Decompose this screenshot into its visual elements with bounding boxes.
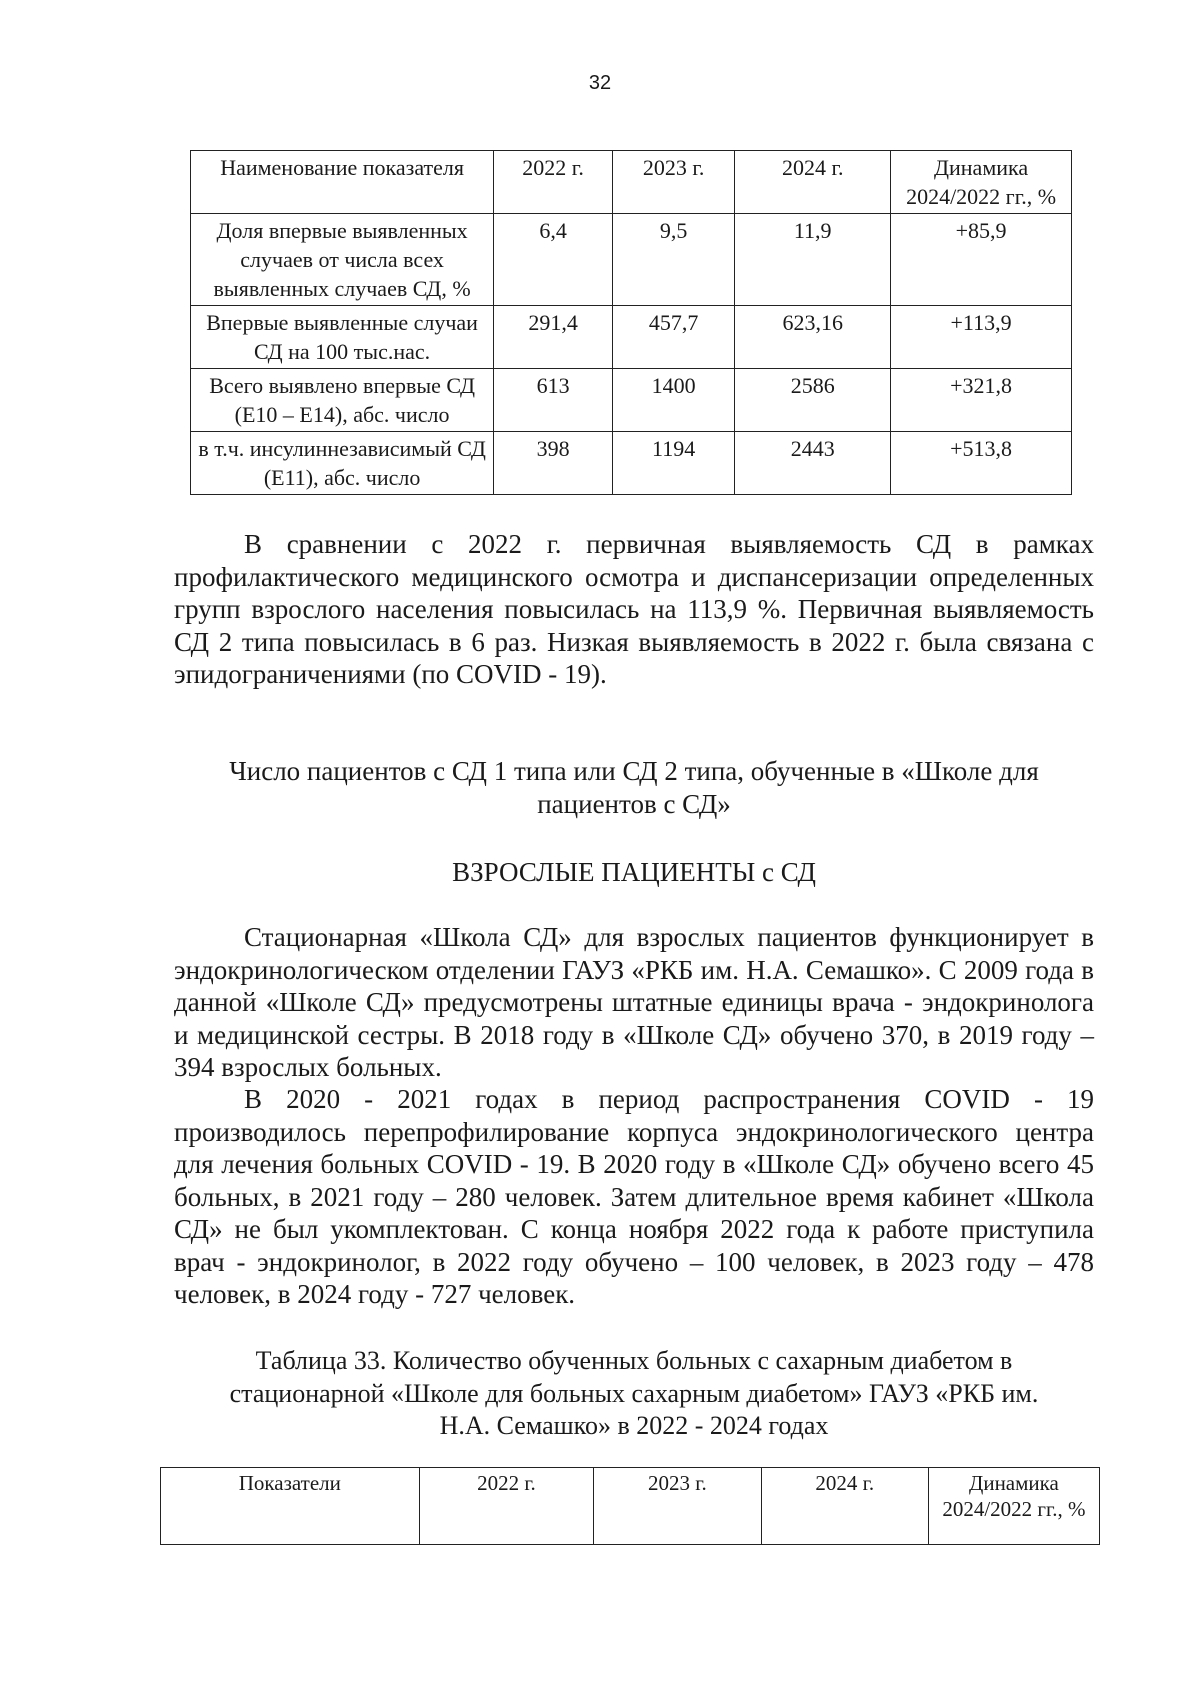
table-row <box>191 306 1072 369</box>
cell-2022: 398 <box>494 432 613 495</box>
cell-2023: 1400 <box>612 369 734 432</box>
header-2022: 2022 г. <box>494 151 613 214</box>
header-2024: 2024 г. <box>761 1468 928 1545</box>
paragraph-text: В 2020 - 2021 годах в период распространения COVID - 19 производилось перепрофилирование корпуса эндокринологического центра для лечения больных COVID - 19. В 2020 году в «Школе СД» обучено всего 45 больных, в 2021 году – 280 человек. Затем длительное время кабинет «Школа СД» не был укомплектован. С конца ноября 2022 года к работе приступила врач - эндокринолог, в 2022 году обучено – 100 человек, в 2023 году – 478 человек, в 2024 году - 727 человек. <box>174 1084 1094 1309</box>
header-2023: 2023 г. <box>594 1468 761 1545</box>
paragraph-covid-period <box>174 1083 1094 1311</box>
table-row <box>191 214 1072 306</box>
cell-dynamics: +113,9 <box>891 306 1072 369</box>
table-row <box>191 432 1072 495</box>
header-dynamics: Динамика 2024/2022 гг., % <box>891 151 1072 214</box>
paragraph-text: Стационарная «Школа СД» для взрослых пациентов функционирует в эндокринологическом отделении ГАУЗ «РКБ им. Н.А. Семашко». С 2009 года в данной «Школе СД» предусмотрены штатные единицы врача - эндокринолога и медицинской сестры. В 2018 году в «Школе СД» обучено 370, в 2019 году – 394 взрослых больных. <box>174 922 1094 1082</box>
page-number: 32 <box>588 72 612 94</box>
header-2024: 2024 г. <box>735 151 891 214</box>
cell-2024: 11,9 <box>735 214 891 306</box>
table-caption: Таблица 33. Количество обученных больных с сахарным диабетом в стационарной «Школе для больных сахарным диабетом» ГАУЗ «РКБ им. Н.А. Семашко» в 2022 - 2024 годах <box>229 1346 1039 1440</box>
cell-dynamics: +85,9 <box>891 214 1072 306</box>
row-label: Впервые выявленные случаи СД на 100 тыс.нас. <box>191 306 494 369</box>
row-label: в т.ч. инсулиннезависимый СД (Е11), абс. число <box>191 432 494 495</box>
paragraph-text: В сравнении с 2022 г. первичная выявляемость СД в рамках профилактического медицинского осмотра и диспансеризации определенных групп взрослого населения повысилась на 113,9 %. Первичная выявляемость СД 2 типа повысилась в 6 раз. Низкая выявляемость в 2022 г. была связана с эпидограничениями (по COVID - 19). <box>174 529 1094 689</box>
cell-2022: 613 <box>494 369 613 432</box>
cell-2022: 6,4 <box>494 214 613 306</box>
table-trained-patients <box>160 1467 1100 1545</box>
section-heading-adults: ВЗРОСЛЫЕ ПАЦИЕНТЫ с СД <box>452 857 816 887</box>
cell-dynamics: +321,8 <box>891 369 1072 432</box>
cell-2024: 2443 <box>735 432 891 495</box>
header-indicator: Наименование показателя <box>191 151 494 214</box>
cell-2023: 1194 <box>612 432 734 495</box>
row-label: Доля впервые выявленных случаев от числа всех выявленных случаев СД, % <box>191 214 494 306</box>
table-row <box>191 369 1072 432</box>
cell-2023: 457,7 <box>612 306 734 369</box>
header-2023: 2023 г. <box>612 151 734 214</box>
cell-2023: 9,5 <box>612 214 734 306</box>
table-header-row <box>161 1468 1100 1545</box>
section-heading-school: Число пациентов с СД 1 типа или СД 2 типа, обученные в «Школе для пациентов с СД» <box>229 756 1039 819</box>
row-label: Всего выявлено впервые СД (Е10 – Е14), абс. число <box>191 369 494 432</box>
cell-2022: 291,4 <box>494 306 613 369</box>
header-indicators: Показатели <box>161 1468 420 1545</box>
cell-dynamics: +513,8 <box>891 432 1072 495</box>
cell-2024: 623,16 <box>735 306 891 369</box>
header-2022: 2022 г. <box>419 1468 594 1545</box>
header-dynamics: Динамика 2024/2022 гг., % <box>928 1468 1099 1545</box>
table-header-row <box>191 151 1072 214</box>
table-detection-rates <box>190 150 1072 495</box>
cell-2024: 2586 <box>735 369 891 432</box>
paragraph-school-description <box>174 921 1094 1084</box>
paragraph-detection-comparison <box>174 528 1094 691</box>
